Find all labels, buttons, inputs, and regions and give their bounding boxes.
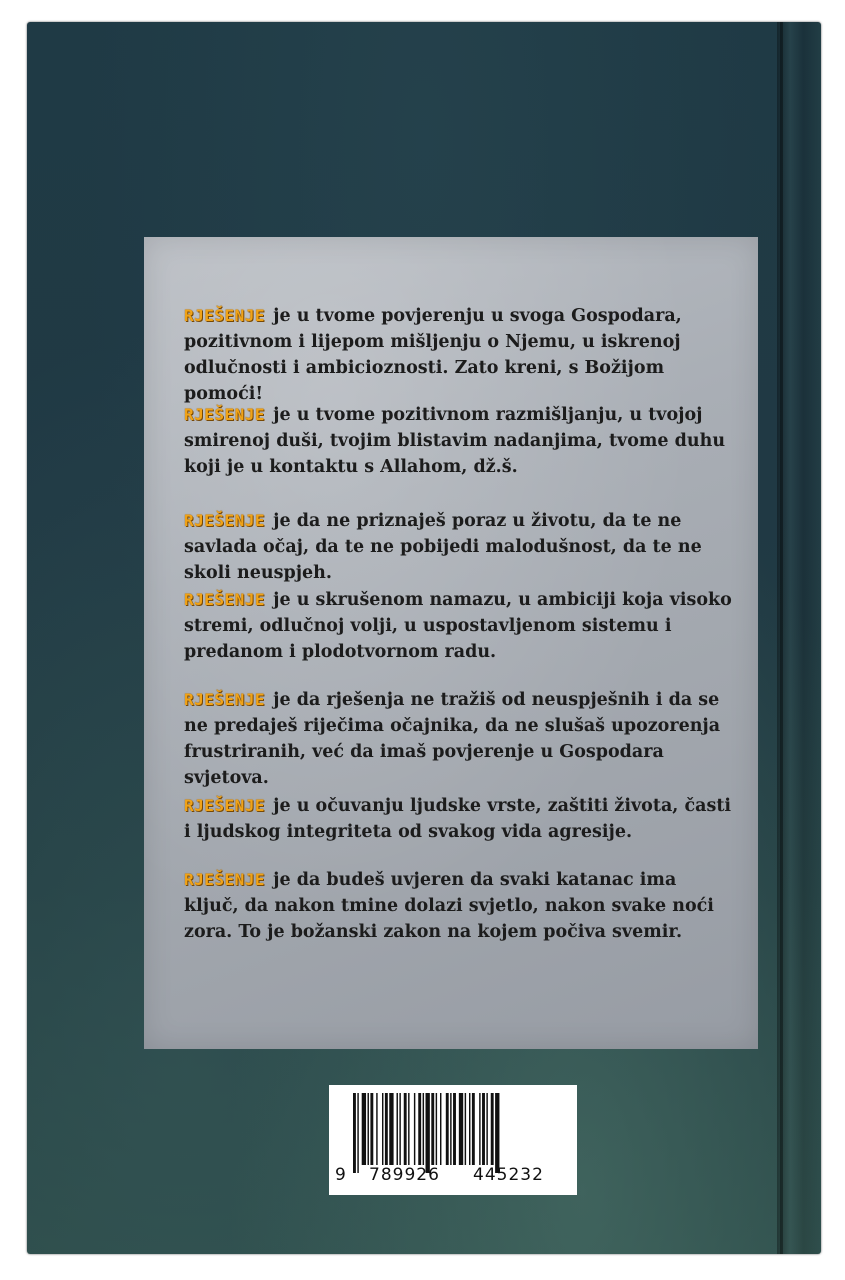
paragraph-text: je da ne priznaješ poraz u životu, da te ne savlada očaj, da te ne pobijedi malodušnost, da te ne skoli neuspjeh. [184,511,702,583]
paragraph-5 [184,687,732,791]
barcode-bar [376,1093,377,1165]
barcode-bar [479,1093,480,1165]
barcode-bar [465,1093,466,1165]
barcode-bar [370,1093,373,1165]
keyword-label: RJEŠENJE [184,690,266,709]
book-spine [777,22,821,1254]
paragraph-text: je u tvome pozitivnom razmišljanju, u tvojoj smirenoj duši, tvojim blistavim nadanjima, tvome duhu koji je u kontaktu s Allahom, dž.š. [184,405,726,477]
barcode-bar [436,1093,437,1165]
paragraph-6 [184,793,732,845]
barcode-bar [431,1093,434,1165]
paragraph-text: je da budeš uvjeren da svaki katanac ima ključ, da nakon tmine dolazi svjetlo, nakon svake noći zora. To je božanski zakon na kojem počiva svemir. [184,870,714,942]
paragraph-text: je u očuvanju ljudske vrste, zaštiti života, časti i ljudskog integriteta od svakog vida agresije. [184,796,732,842]
barcode-bar [446,1093,449,1165]
keyword-label: RJEŠENJE [184,870,266,889]
keyword-label: RJEŠENJE [184,511,266,530]
book-back-cover [27,22,821,1254]
barcode-bar [486,1093,487,1165]
barcode-bar [472,1093,475,1165]
barcode-bar [357,1093,358,1173]
barcode-bar [408,1093,409,1165]
barcode-bar [404,1093,407,1165]
paragraph-1 [184,303,732,407]
barcode-bar [495,1093,499,1173]
barcode [329,1085,577,1195]
spine-groove [780,22,783,1254]
paragraph-text: je u skrušenom namazu, u ambiciji koja visoko stremi, odlučnoj volji, u uspostavljenom sistemu i predanom i plodotvornom radu. [184,590,732,662]
barcode-bar [414,1093,415,1165]
paragraph-text: je u tvome povjerenju u svoga Gospodara, pozitivnom i lijepom mišljenju o Njemu, u iskrenoj odlučnosti i ambicioznosti. Zato kreni, s Božijom pomoći! [184,306,682,404]
paragraph-4 [184,587,732,665]
keyword-label: RJEŠENJE [184,306,266,325]
barcode-bar [353,1093,356,1173]
barcode-bar [426,1093,430,1173]
barcode-bar [491,1093,494,1165]
barcode-bar [385,1093,388,1165]
keyword-label: RJEŠENJE [184,405,266,424]
barcode-bar [382,1093,383,1165]
barcode-right-group: 445232 [473,1165,544,1185]
barcode-bar [469,1093,470,1165]
paragraph-7 [184,867,732,945]
barcode-bar [418,1093,421,1165]
barcode-left-group: 789926 [369,1165,440,1185]
barcode-bar [440,1093,441,1165]
barcode-bar [399,1093,400,1165]
barcode-first-digit: 9 [335,1165,347,1185]
barcode-bar [482,1093,485,1165]
paragraph-2 [184,402,732,480]
paragraph-text: je da rješenja ne tražiš od neuspješnih i da se ne predaješ riječima očajnika, da ne slušaš upozorenja frustriranih, već da imaš povjerenje u Gospodara svjetova. [184,690,721,788]
barcode-bar [423,1093,424,1165]
keyword-label: RJEŠENJE [184,796,266,815]
text-panel [144,237,758,1049]
barcode-bar [389,1093,393,1165]
keyword-label: RJEŠENJE [184,590,266,609]
barcode-bar [459,1093,463,1165]
barcode-bar [453,1093,456,1165]
barcode-bar [362,1093,366,1165]
barcode-bar [397,1093,398,1165]
barcode-bar [450,1093,451,1165]
barcode-bar [368,1093,369,1165]
paragraph-3 [184,508,732,586]
barcode-bars [339,1093,567,1173]
